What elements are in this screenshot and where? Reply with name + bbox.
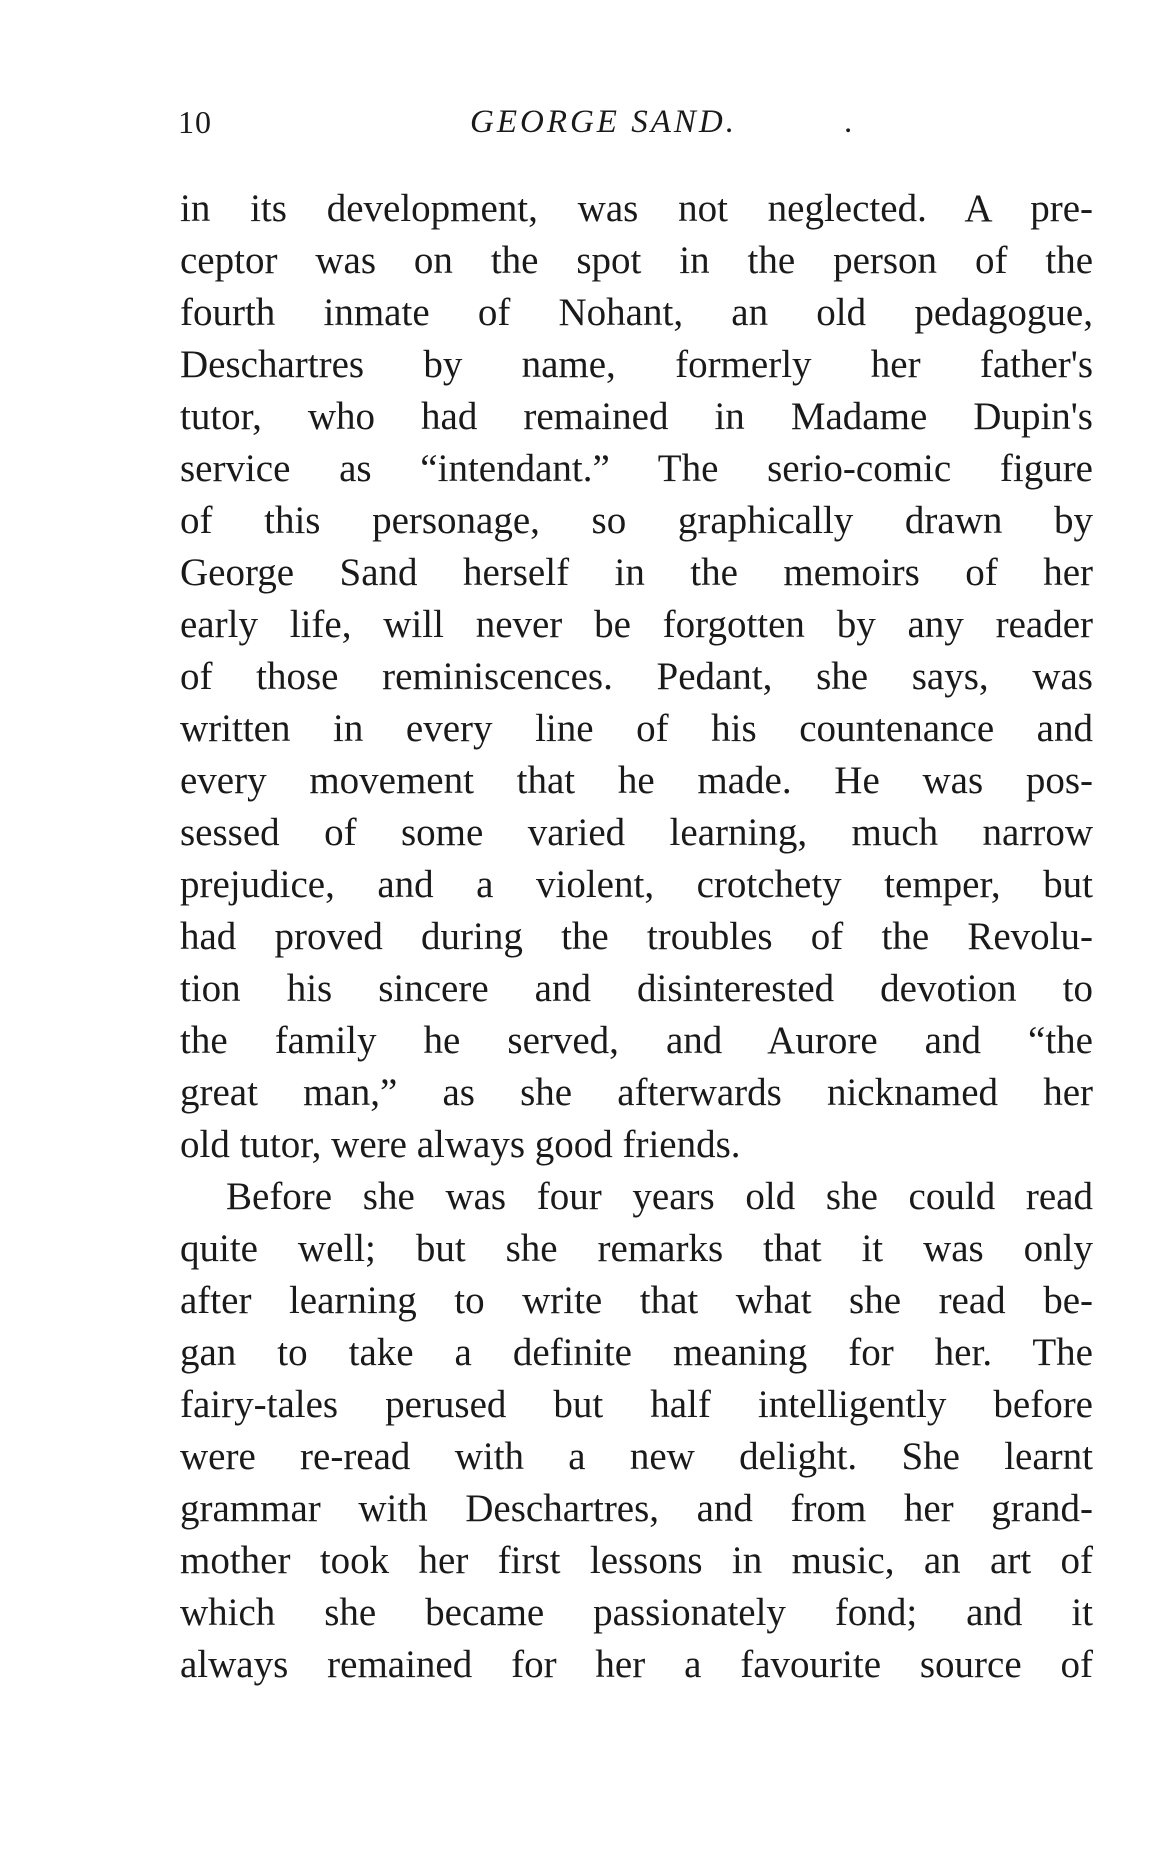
text-line: were re-read with a new delight. She learnt <box>180 1435 1093 1478</box>
text-line: fairy-tales perused but half intelligently before <box>180 1383 1093 1426</box>
page-header <box>178 104 1098 144</box>
text-line: after learning to write that what she read be- <box>180 1279 1093 1322</box>
page-number: 10 <box>178 104 212 140</box>
text-line: in its development, was not neglected. A pre- <box>180 187 1093 230</box>
text-line: Before she was four years old she could read <box>226 1175 1093 1218</box>
text-line: George Sand herself in the memoirs of her <box>180 551 1093 594</box>
text-line: grammar with Deschartres, and from her grand- <box>180 1487 1093 1530</box>
text-line: Deschartres by name, formerly her father's <box>180 343 1093 386</box>
text-line: old tutor, were always good friends. <box>180 1123 741 1166</box>
text-line: of this personage, so graphically drawn by <box>180 499 1093 542</box>
text-line: which she became passionately fond; and it <box>180 1591 1093 1634</box>
text-line: sessed of some varied learning, much narrow <box>180 811 1093 854</box>
text-line: quite well; but she remarks that it was only <box>180 1227 1093 1270</box>
text-line: tutor, who had remained in Madame Dupin's <box>180 395 1093 438</box>
header-mark: . <box>844 104 853 140</box>
body-text <box>180 183 1093 1691</box>
text-line: the family he served, and Aurore and “the <box>180 1019 1093 1062</box>
text-line: gan to take a definite meaning for her. The <box>180 1331 1093 1374</box>
text-line: written in every line of his countenance and <box>180 707 1093 750</box>
text-line: tion his sincere and disinterested devotion to <box>180 967 1093 1010</box>
text-line: great man,” as she afterwards nicknamed her <box>180 1071 1093 1114</box>
text-line: service as “intendant.” The serio-comic figure <box>180 447 1093 490</box>
text-line: ceptor was on the spot in the person of the <box>180 239 1093 282</box>
text-line: early life, will never be forgotten by any reader <box>180 603 1093 646</box>
text-line: every movement that he made. He was pos- <box>180 759 1093 802</box>
text-line: always remained for her a favourite source of <box>180 1643 1093 1686</box>
running-title: GEORGE SAND. <box>470 104 737 140</box>
text-line: had proved during the troubles of the Revolu- <box>180 915 1093 958</box>
text-line: mother took her first lessons in music, an art of <box>180 1539 1093 1582</box>
text-line: fourth inmate of Nohant, an old pedagogue, <box>180 291 1093 334</box>
text-line: prejudice, and a violent, crotchety temper, but <box>180 863 1093 906</box>
text-line: of those reminiscences. Pedant, she says, was <box>180 655 1093 698</box>
